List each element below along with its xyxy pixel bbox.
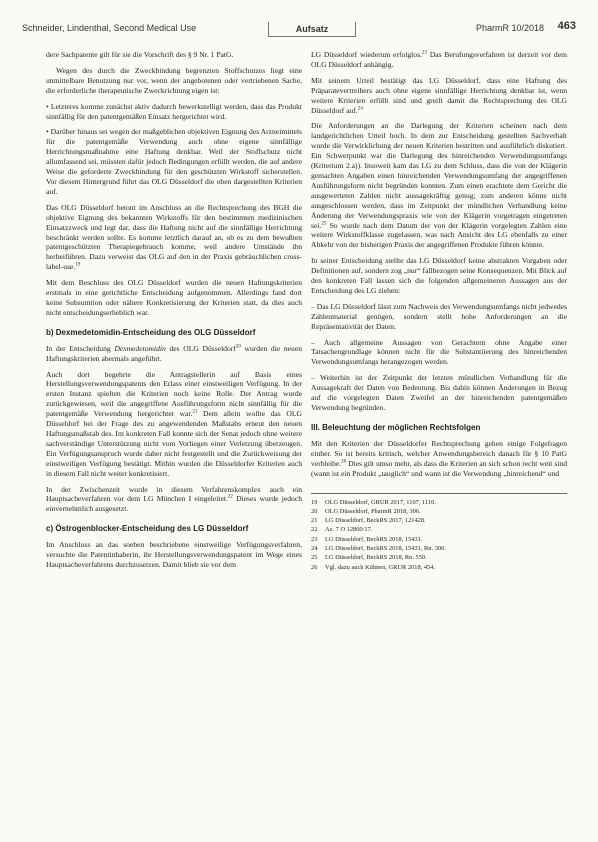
- footnote-text: OLG Düsseldorf, PharmR 2018, 306.: [325, 507, 421, 515]
- paragraph: dere Sachpatente gilt für sie die Vorschrift des § 9 Nr. 1 PatG.: [46, 50, 234, 59]
- dash-item: – Weiterhin ist der Zeitpunkt der letzten mündlichen Verhandlung für die Aussagekraft der Daten von Bedeutung. Bis dahin können Änderungen in Bezug auf die vorgelegten Daten Zweifel an der hinreichenden patentgemäßen Verwendung begründen.: [311, 373, 567, 412]
- dash-item: – Auch allgemeine Aussagen von Gerachtern ohne Angabe einer Tatsachengrundlage können nicht für die Substantiierung des hinreichenden Verwendungsumfangs herangezogen werden.: [311, 337, 567, 367]
- section-heading: b) Dexmedetomidin-Entscheidung des OLG Düsseldorf: [46, 327, 256, 337]
- section-label: Aufsatz: [268, 22, 356, 37]
- paragraph-text: LG Düsseldorf wiederum erfolglos.: [311, 50, 422, 59]
- paragraph-text: des OLG Düsseldorf: [165, 343, 236, 353]
- footnote-text: OLG Düsseldorf, GRUR 2017, 1107, 1110.: [325, 498, 436, 506]
- footnote-ref: 22: [227, 494, 233, 500]
- footnote-text: LG Düsseldorf, BeckRS 2018, 15431, Rn. 300.: [325, 545, 446, 553]
- paragraph-text: Die Anforderungen an die Darlegung der Kriterien scheinen nach dem landgerichtlichen Urteil hoch. In dem zur Entscheidung gestellten Sachverhalt wurde die Verwirklichung der neuen Kriterien bestritten und ausführlich diskutiert. Ein Schwerpunkt war die Darlegung des hinreichenden Verwendungsumfangs (Kriterium 2.a)). Insoweit kam das LG zu dem Schluss, dass die von der Klägerin gemachten Angaben einen hinreichenden Verwendungsumfang der angegriffenen Ausführungsform nicht begründen konnten. Zum einen erachtete dem Gericht die ausgewerteten Zahlen nicht aussagekräftig genug; zum anderen könne nicht ausgeschlossen werden, dass im Zeitpunkt der mündlichen Verhandlung keine Änderung der Verwendungspraxis wie von der Klägerin vorgetragen eingetreten sei.: [311, 121, 567, 230]
- footnote-number: 25: [311, 554, 318, 562]
- paragraph: Wegen des durch die Zweckbindung begrenzten Stoffschutzes liegt eine unmittelbare Benutzung nur vor, wenn der angebotenen oder vertriebenen Sache, die erforderliche therapeutische Zweckrichtung eigen ist:: [46, 65, 302, 95]
- footnote-text: LG Düsseldorf, BeckRS 2017, 121428.: [325, 517, 426, 525]
- paragraph-text: Dieses wurde jedoch einvernehmlich ausgesetzt.: [46, 494, 302, 514]
- footnote: [311, 498, 567, 507]
- journal-issue: PharmR 10/2018: [475, 23, 544, 33]
- footnote-text: Vgl. dazu auch Kühnen, GRUR 2018, 454.: [325, 563, 436, 571]
- paragraph: [311, 76, 567, 116]
- footnote-number: 21: [311, 517, 318, 525]
- paragraph: [46, 370, 302, 479]
- case-name: Dexmedetomidin: [114, 343, 166, 353]
- paragraph: [311, 121, 567, 250]
- footnote-number: 22: [311, 526, 318, 534]
- footnote: [311, 507, 567, 516]
- footnote-text: Az. 7 O 12860/17.: [325, 526, 373, 534]
- footnote-ref: 25: [321, 220, 327, 226]
- footnote-ref: 19: [75, 262, 81, 268]
- page-number: 463: [557, 20, 576, 32]
- paragraph-text: Mit seinem Urteil bestätigt das LG Düsseldorf, dass eine Haftung des Präparatevertreibers auch ohne eigene sinnfällige Herrichtung denkbar ist, wenn weitere Kriterien erfüllt sind und greift damit die Rechtsprechung des OLG Düsseldorf auf.: [311, 75, 567, 115]
- footnote-number: 26: [311, 563, 318, 571]
- footnote: [311, 563, 567, 572]
- paragraph: Mit dem Beschluss des OLG Düsseldorf wurden die neuen Haftungskriterien erstmals in eine gerichtliche Entscheidung aufgenommen. Allerdings fand dort keine Subsumtion oder nähere Konkretisierung der Kriterien statt, da dies auch nicht entscheidungserheblich war.: [46, 278, 302, 317]
- footnote-ref: 20: [235, 344, 241, 350]
- dash-item: – Das LG Düsseldorf lässt zum Nachweis des Verwendungsumfangs nicht jedwedes Zahlenmaterial genügen, sondern stellt hohe Anforderungen an die Repräsentativität der Daten.: [311, 301, 567, 331]
- page-header: [22, 20, 576, 38]
- footnote-ref: 23: [421, 50, 427, 56]
- footnote-number: 23: [311, 535, 318, 543]
- paragraph-text: In der Zwischenzeit wurde in diesem Verfahrenskomplex auch ein Hauptsacheverfahren vor dem LG München I eingeleitet.: [46, 484, 302, 504]
- paragraph-text: wurden die neuen Haftungskriterien abermals angeführt.: [46, 343, 302, 363]
- section-heading: c) Östrogenblocker-Entscheidung des LG Düsseldorf: [46, 524, 249, 534]
- footnote: [311, 553, 567, 562]
- footnote: [311, 535, 567, 544]
- paragraph: [46, 485, 302, 515]
- footnote-ref: 26: [341, 459, 347, 465]
- paragraph-text: Dem allein wollte das OLG Düsseldorf bei der Frage des zu angewendenden Maßstabs erneut den neuen Haftungsmaßstab des. Im konkreten Fall konnte sich der Senat jedoch ohne weitere sachverständige Unterstützung nicht vom Vorliegen einer Verletzung überzeugen. Ein Verfügungsanspruch wurde daher nicht festgestellt und die Zurückweisung der einstweiligen Verfügung bestätigt. Mithin wurden die Düsseldorfer Kriterien auch in diesem Fall nicht weiter konkretisiert.: [46, 409, 302, 478]
- running-head-authors: Schneider, Lindenthal, Second Medical Use: [22, 23, 197, 33]
- paragraph-text: So wurde nach dem Datum der von der Klägerin vorgelegten Zahlen eine weitere Wirkstoffklasse zugelassen, was nach Ansicht des LG ebenfalls zu einer Abkehr von der bisherigen Praxis der angegriffenen Produkte führen könnte.: [311, 220, 567, 250]
- footnote: [311, 516, 567, 525]
- footnote-ref: 21: [192, 409, 198, 415]
- footnote-ref: 24: [357, 106, 363, 111]
- footnote-number: 19: [311, 498, 318, 506]
- bullet-item: • Letzteres komme zunächst aktiv dadurch bewerkstelligt werden, dass das Produkt sinnfällig für den patentgemäßen Einsatz hergerichtet wird.: [46, 101, 302, 121]
- footnote-text: LG Düsseldorf, BeckRS 2018, Rn. 550.: [325, 554, 427, 562]
- footnote-text: LG Düsseldorf, BeckRS 2018, 15431.: [325, 535, 423, 543]
- paragraph-text: Dies gilt umso mehr, als dass die Kriterien an sich schon recht weit sind (wann ist ein Produkt „tauglich“ und wann ist die Verwendung „hinreichend“ und: [311, 458, 567, 478]
- left-column: [46, 50, 302, 576]
- right-column: [311, 50, 567, 572]
- paragraph: In seiner Entscheidung stellte das LG Düsseldorf keine abstrakten Vorgaben oder Definitionen auf, sondern zog „nur“ fallbezogen seine Konsequenzen. Mit Blick auf den konkreten Fall lassen sich die folgenden allgemeineren Aussagen aus der Entscheidung des LG ziehen:: [311, 256, 567, 295]
- paragraph: Im Anschluss an das soeben beschriebene einstweilige Verfügungsverfahren, versuchte die Patentinhaberin, ihr Herstellungsverwendungspatent im Wege eines Hauptsacheverfahrens durchzusetzen. Damit blieb sie vor dem: [46, 540, 302, 570]
- paragraph-text: In der Entscheidung: [46, 343, 115, 353]
- paragraph-text: Mit den Kriterien der Düsseldorfer Rechtsprechung gehen einige Folgefragen einher. So ist bereits kritisch, welcher Anwendungsbereich danach für § 10 PatG verbleibe.: [311, 438, 567, 468]
- footnotes: [311, 493, 567, 572]
- section-heading: III. Beleuchtung der möglichen Rechtsfolgen: [311, 422, 481, 432]
- paragraph: [311, 439, 567, 479]
- paragraph: [46, 344, 302, 364]
- footnote-number: 24: [311, 545, 318, 553]
- bullet-item: • Darüber hinaus sei wegen der maßgeblichen objektiven Eignung des Arzneimittels für die patentgemäße Verwendung auch ohne eigene sinnfällige Herrichtungsmaßnahme eine Haftung denkbar. Weil der Stoffschutz nicht allumfassend sei, müssten dafür jedoch Bedingungen erfüllt werden, die auf andere Weise die geforderte Zweckbindung für den geschützten Wirkstoff sicherstellen. Vor diesem Hintergrund führt das OLG Düsseldorf die oben dargestellten Kriterien auf.: [46, 127, 302, 196]
- footnote: [311, 525, 567, 534]
- footnote: [311, 544, 567, 553]
- paragraph: [46, 203, 302, 272]
- paragraph-text: Das OLG Düsseldorf betont im Anschluss an die Rechtsprechung des BGH die objektive Eignung des bekannten Wirkstoffs für den bestimmten medizinischen Einsatzzweck und legt dar, dass die Haftung nicht auf die sinnfällige Herrichtung beschränkt werden sollte. Es komme letztlich darauf an, ob es zu dem bewußten patentgeschützten Therapiegebrauch komme, weil andere Umstände ihn herbeiführen. Dazu verweist das OLG auf den in der Praxis gebräuchlichen cross-label-use.: [46, 202, 302, 272]
- footnote-number: 20: [311, 507, 318, 515]
- paragraph-text: Auch dort begehrte die Antragstellerin auf Basis eines Herstellungsverwendungspatents den Erlass einer einstweiligen Verfügung. In der ersten Instanz spielten die Kriterien noch keine Rolle. Der Antrag wurde zurückgewiesen, weil die angegriffene Ausführungsform nicht sinnfällig für die patentgemäße Verwendung hergerichtet war.: [46, 369, 302, 419]
- paragraph: [311, 50, 567, 70]
- paragraph-text: Das Berufungsverfahren ist derzeit vor dem OLG Düsseldorf anhängig.: [311, 50, 567, 69]
